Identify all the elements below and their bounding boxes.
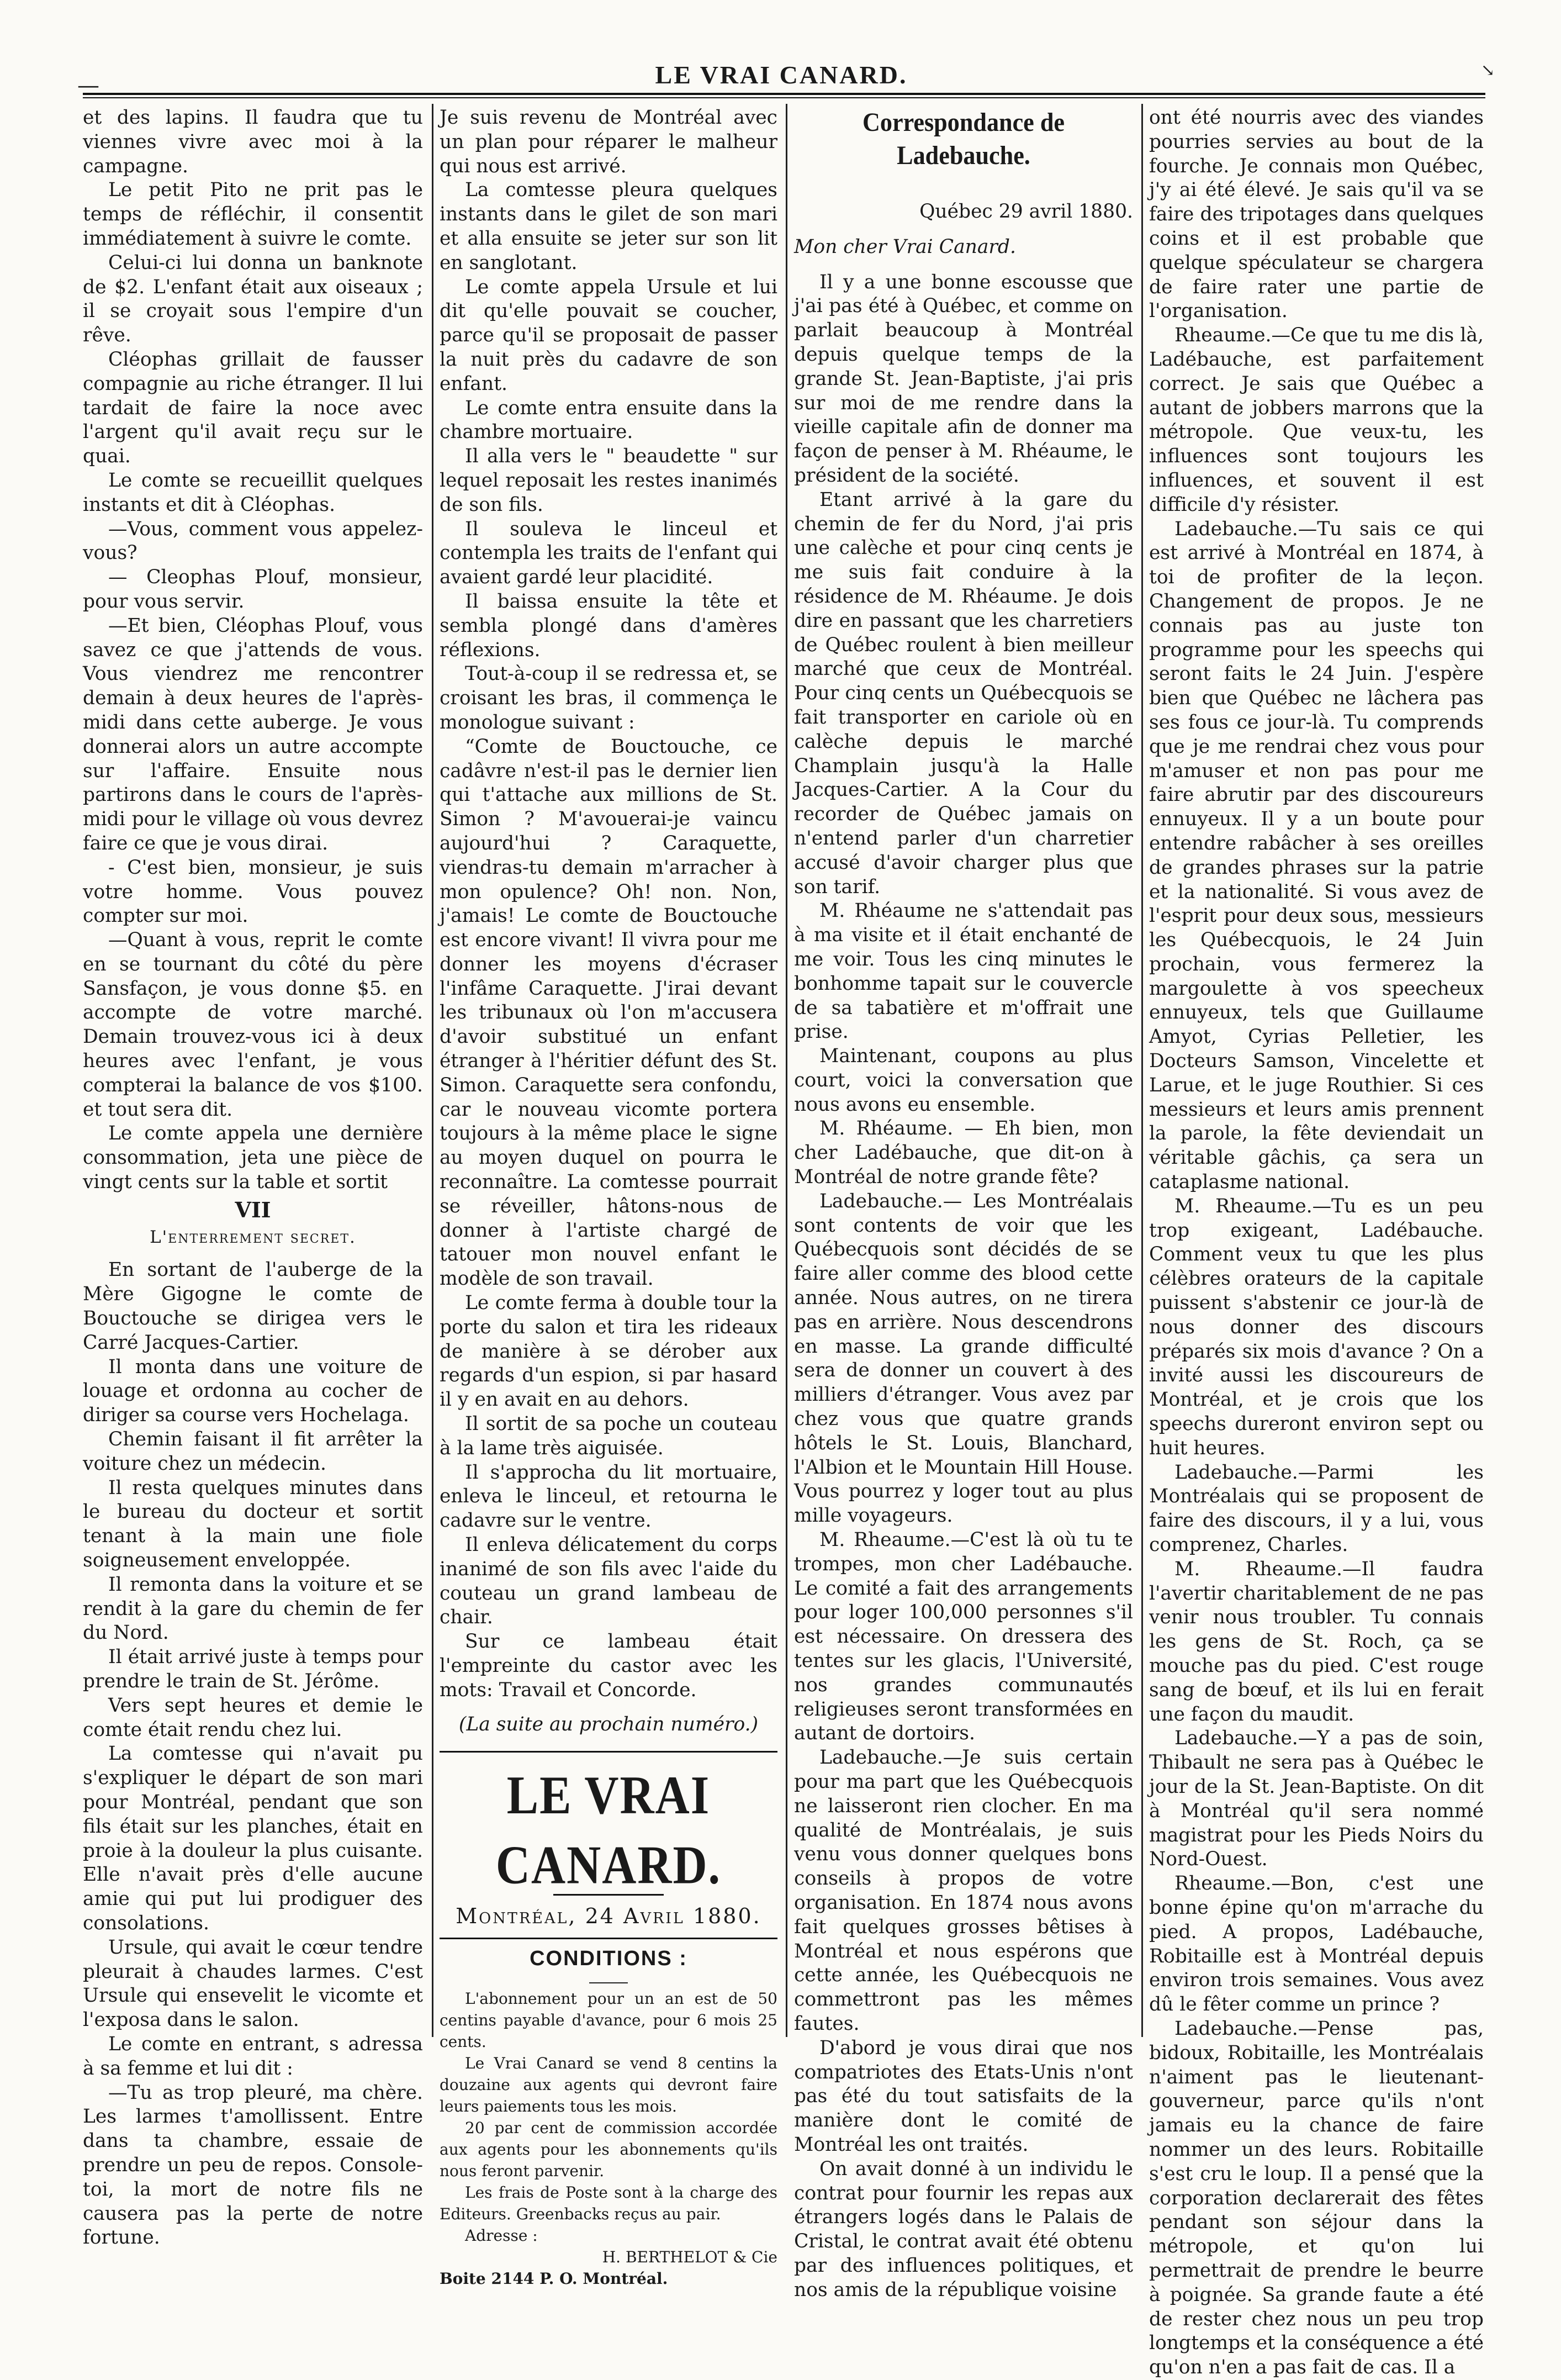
continued-note: (La suite au prochain numéro.) — [458, 1713, 759, 1735]
paragraph: Chemin faisant il fit arrêter la voiture chez un médecin. — [83, 1428, 423, 1475]
paragraph: Le comte ferma à double tour la porte du salon et tira les rideaux de manière à se dérober aux regards d'un espion, si par hasard il y en avait en au dehors. — [440, 1292, 777, 1411]
address-label: Adresse : — [465, 2226, 538, 2245]
column-rule-2 — [786, 104, 787, 2037]
paragraph: Tout-à-coup il se redressa et, se croisant les bras, il commença le monologue suivant : — [440, 663, 777, 733]
correspondence-title: Correspondance de Ladebauche. — [862, 108, 1065, 170]
paragraph: Il sortit de sa poche un couteau à la lame très aiguisée. — [440, 1413, 777, 1459]
condition-item: L'abonnement pour un an est de 50 centins payable d'avance, pour 6 mois 25 cents. — [440, 1989, 777, 2051]
paragraph: D'abord je vous dirai que nos compatriotes des Etats-Unis n'ont pas été du tout satisfaits de la manière dont le comité de Montréal les ont traités. — [794, 2036, 1133, 2156]
paragraph: M. Rheaume.—Tu es un peu trop exigeant, Ladébauche. Comment veux tu que les plus célèbres orateurs de la capitale puissent s'abstenir ce jour-là de nous donner des discours préparés six mois d'avance ? On a invité aussi les discoureurs de Montréal, et je crois que los speechs dureront environ sept ou huit heures. — [1149, 1195, 1484, 1459]
paragraph: Il remonta dans la voiture et se rendit à la gare du chemin de fer du Nord. — [83, 1573, 423, 1644]
paragraph: Il était arrivé juste à temps pour prendre le train de St. Jérôme. — [83, 1646, 423, 1692]
paragraph: - C'est bien, monsieur, je suis votre homme. Vous pouvez compter sur moi. — [83, 856, 423, 927]
paragraph: Vers sept heures et demie le comte était rendu chez lui. — [83, 1694, 423, 1741]
column-3 — [794, 106, 1133, 2301]
paragraph: Il alla vers le " beaudette " sur lequel reposait les restes inanimés de son fils. — [440, 445, 777, 516]
paragraph: M. Rhéaume. — Eh bien, mon cher Ladébauche, que dit-on à Montréal de notre grande fête? — [794, 1117, 1133, 1189]
paragraph: Celui-ci lui donna un banknote de $2. L'enfant était aux oiseaux ; il se croyait sous l'empire d'un rêve. — [83, 251, 423, 347]
column-2 — [440, 106, 777, 2288]
conditions-list — [440, 1988, 777, 2289]
paragraph: —Tu as trop pleuré, ma chère. Les larmes t'amollissent. Entre dans ta chambre, essaie de prendre un peu de repos. Console-toi, la mort de notre fils ne causera pas la perte de notre fortune. — [83, 2081, 423, 2249]
paragraph: Ladebauche.—Tu sais ce qui est arrivé à Montréal en 1874, à toi de profiter de la leçon. Changement de propos. Je ne connais pas au juste ton programme pour les speechs qui seront faits le 24 Juin. J'espère bien que Québec ne lâchera pas ses fous ce jour-là. Tu comprends que je me rendrai chez vous pour m'amuser et non pas pour me faire abrutir par des discoureurs ennuyeux. Il y a un boute pour entendre rabâcher à ses oreilles de grandes phrases sur la patrie et la nationalité. Si vous avez de l'esprit pour deux sous, messieurs les Québecquois, le 24 Juin prochain, vous fermerez la margoulette à vos speecheux ennuyeux, tels que Guillaume Amyot, Cyrias Pelletier, les Docteurs Samson, Vincelette et Larue, et le juge Routhier. Si ces messieurs et leurs amis prennent la parole, la fête deviendait un véritable gâchis, ça sera un cataplasme national. — [1149, 518, 1484, 1194]
newspaper-title: LE VRAI CANARD. — [655, 61, 908, 89]
paragraph: Il enleva délicatement du corps inanimé de son fils avec l'aide du couteau un grand lambeau de chair. — [440, 1534, 777, 1629]
page-header — [77, 53, 1485, 97]
paragraph: “Comte de Bouctouche, ce cadâvre n'est-il pas le dernier lien qui t'attache aux millions de St. Simon ? M'avouerai-je vaincu aujourd'hui ? Caraquette, viendras-tu demain m'arracher à mon opulence? Oh! non. Non, j'amais! Le comte de Bouctouche est encore vivant! Il vivra pour me donner les moyens d'écraser l'infâme Caraquette. J'irai devant les tribunaux où l'on m'accusera d'avoir substitué un enfant étranger à l'héritier défunt des St. Simon. Caraquette sera confondu, car le nouveau vicomte portera toujours à la même place le signe au moyen duquel on pourra le reconnaître. La comtesse pourrait se réveiller, hâtons-nous de donner à l'artiste chargé de tatouer mon nouvel enfant le modèle de son travail. — [440, 735, 777, 1290]
paragraph: Sur ce lambeau était l'empreinte du castor avec les mots: Travail et Concorde. — [440, 1630, 777, 1701]
paragraph: Rheaume.—Ce que tu me dis là, Ladébauche, est parfaitement correct. Je sais que Québec a autant de jobbers marrons que la métropole. Que veux-tu, les influences sont toujours les influences, et souvent il est difficile d'y résister. — [1149, 324, 1484, 516]
paragraph: Je suis revenu de Montréal avec un plan pour réparer le malheur qui nous est arrivé. — [440, 107, 777, 177]
paragraph: — Cleophas Plouf, monsieur, pour vous servir. — [83, 566, 423, 613]
paragraph: Le comte appela Ursule et lui dit qu'elle pouvait se coucher, parce qu'il se proposait de passer la nuit près du cadavre de son enfant. — [440, 276, 777, 395]
paragraph: Ladebauche.— Les Montréalais sont contents de voir que les Québecquois sont décidés de se faire aller comme des blood cette année. Nous autres, on ne tirera pas en arrière. Nous descendrons en masse. La grande difficulté sera de donner un couvert à des milliers d'étranger. Vous avez par chez vous que quatre grands hôtels le St. Louis, Blanchard, l'Albion et le Mountain Hill House. Vous pourrez y loger tout au plus mille voyageurs. — [794, 1190, 1133, 1527]
paragraph: Rheaume.—Bon, c'est une bonne épine qu'on m'arrache du pied. A propos, Ladébauche, Robitaille est à Montréal depuis environ trois semaines. Vous avez dû le fêter comme un prince ? — [1149, 1872, 1484, 2016]
chapter-number: VII — [235, 1197, 271, 1222]
paragraph: et des lapins. Il faudra que tu viennes vivre avec moi à la campagne. — [83, 107, 423, 177]
publisher-name: H. BERTHELOT & Cie — [602, 2247, 777, 2266]
paragraph: —Vous, comment vous appelez-vous? — [83, 518, 423, 564]
condition-item: Le Vrai Canard se vend 8 centins la douzaine aux agents qui devront faire leurs paiements tous les mois. — [440, 2054, 777, 2115]
masthead-dateline: Montréal, 24 Avril 1880. — [456, 1904, 761, 1929]
column-1 — [83, 106, 423, 2249]
paragraph: M. Rhéaume ne s'attendait pas à ma visite et il était enchanté de me voir. Tous les cinq minutes le bonhomme tapait sur le couvercle de sa tabatière et m'offrait une prise. — [794, 900, 1133, 1043]
column-4 — [1149, 106, 1484, 2379]
paragraph: Le comte entra ensuite dans la chambre mortuaire. — [440, 397, 777, 444]
paragraph: Il y a une bonne escousse que j'ai pas été à Québec, et comme on parlait beaucoup à Montréal depuis quelque temps de la grande St. Jean-Baptiste, j'ai pris sur moi de me rendre dans la vieille capitale afin de donner ma façon de penser à M. Rhéaume, le président de la société. — [794, 271, 1133, 487]
paragraph: —Et bien, Cléophas Plouf, vous savez ce que j'attends de vous. Vous viendrez me rencontrer demain à deux heures de l'après-midi dans cette auberge. Je vous donnerai alors un autre accompte sur l'affaire. Ensuite nous partirons dans le cours de l'après-midi pour le village où vous devrez faire ce que je vous dirai. — [83, 614, 423, 854]
paragraph: Ladebauche.—Parmi les Montréalais qui se proposent de faire des discours, il y a lui, vous comprenez, Charles. — [1149, 1461, 1484, 1556]
header-rule-thin — [83, 97, 1485, 98]
paragraph: La comtesse qui n'avait pu s'expliquer le départ de son mari pour Montréal, pendant que son fils était sur les planches, était en proie à la douleur la plus cuisante. Elle n'avait près d'elle aucune amie qui put lui prodiguer des consolations. — [83, 1743, 423, 1934]
column-rule-3 — [1141, 104, 1143, 2037]
separator — [589, 1982, 628, 1983]
column-rule-1 — [432, 104, 433, 2037]
paragraph: Il baissa ensuite la tête et sembla plongé dans d'amères réflexions. — [440, 590, 777, 661]
paragraph: Ladebauche.—Je suis certain pour ma part que les Québecquois ne laisseront rien clocher. En ma qualité de Montréalais, je suis venu vous donner quelques bons conseils à propos de votre organisation. En 1874 nous avons fait quelques grosses bêtises à Montréal et nous espérons que cette année, les Québecquois ne commettront pas les mêmes fautes. — [794, 1746, 1133, 2035]
paragraph: Il monta dans une voiture de louage et ordonna au cocher de diriger sa course vers Hochelaga. — [83, 1355, 423, 1427]
paragraph: Le comte se recueillit quelques instants et dit à Cléophas. — [83, 469, 423, 516]
paragraph: Il souleva le linceul et contempla les traits de l'enfant qui avaient gardé leur placidité. — [440, 518, 777, 589]
paragraph: Il s'approcha du lit mortuaire, enleva le linceul, et retourna le cadavre sur le ventre. — [440, 1461, 777, 1532]
paragraph: Ursule, qui avait le cœur tendre pleurait à chaudes larmes. C'est Ursule qui ensevelit le vicomte et l'exposa dans le salon. — [83, 1936, 423, 2031]
paragraph: Ladebauche.—Y a pas de soin, Thibault ne sera pas à Québec le jour de la St. Jean-Baptiste. On dit à Montréal qu'il sera nommé magistrat pour les Pieds Noirs du Nord-Ouest. — [1149, 1727, 1484, 1871]
paragraph: En sortant de l'auberge de la Mère Gigogne le comte de Bouctouche se dirigea vers le Carré Jacques-Cartier. — [83, 1259, 423, 1354]
section-rule — [440, 1938, 777, 1939]
paragraph: Le comte appela une dernière consommation, jeta une pièce de vingt cents sur la table et sortit — [83, 1122, 423, 1194]
section-rule — [440, 1751, 777, 1753]
paragraph: —Quant à vous, reprit le comte en se tournant du côté du père Sansfaçon, je vous donne $5. en accompte de votre marché. Demain trouvez-vous ici à deux heures avec l'enfant, je vous compterai la balance de vos $100. et tout sera dit. — [83, 929, 423, 1121]
header-dash: — — [77, 73, 99, 98]
paragraph: Cléophas grillait de fausser compagnie au riche étranger. Il lui tardait de faire la noce avec l'argent qu'il avait reçu sur le quai. — [83, 348, 423, 468]
paragraph: Le petit Pito ne prit pas le temps de réfléchir, il consentit immédiatement à suivre le comte. — [83, 179, 423, 250]
paragraph: Ladebauche.—Pense pas, bidoux, Robitaille, les Montréalais n'aiment pas le lieutenant-gouverneur, parce qu'ils n'ont jamais eu la chance de faire nommer un des leurs. Robitaille s'est cru le loup. Il a pensé que la corporation declarerait des fêtes pendant son séjour dans la métropole, et qu'on lui permettrait de prendre le beurre à poignée. Sa grande faute a été de rester chez nous un peu trop longtemps et la conséquence a été qu'on n'en a pas fait de cas. Il a — [1149, 2017, 1484, 2379]
condition-item: Les frais de Poste sont à la charge des Editeurs. Greenbacks reçus au pair. — [440, 2183, 777, 2223]
paragraph: La comtesse pleura quelques instants dans le gilet de son mari et alla ensuite se jeter sur son lit en sanglotant. — [440, 179, 777, 274]
paragraph: ont été nourris avec des viandes pourries servies au bout de la fourche. Je connais mon Québec, j'y ai été élevé. Je sais qu'il va se faire des tripotages dans quelques coins et il est probable que quelque spéculateur se chargera de faire rater une partie de l'organisation. — [1149, 107, 1484, 323]
masthead-title: LE VRAI CANARD. — [495, 1764, 722, 1896]
letter-date: Québec 29 avril 1880. — [919, 200, 1133, 223]
paragraph: Le comte en entrant, s adressa à sa femme et lui dit : — [83, 2033, 423, 2080]
paragraph: Maintenant, coupons au plus court, voici la conversation que nous avons eu ensemble. — [794, 1045, 1133, 1116]
corner-mark-icon: ↘ — [1480, 61, 1495, 80]
paragraph: Etant arrivé à la gare du chemin de fer du Nord, j'ai pris une calèche et pour cinq cents je me suis fait conduire à la résidence de M. Rhéaume. Je dois dire en passant que les charretiers de Québec roulent à bien meilleur marché que ceux de Montréal. Pour cinq cents un Québecquois se fait transporter en cariole où en calèche depuis le marché Champlain jusqu'à la Halle Jacques-Cartier. A la Cour du recorder de Québec jamais on n'entend parler d'un charretier accusé d'avoir charger plus que son tarif. — [794, 488, 1133, 898]
header-rule — [83, 93, 1485, 95]
condition-item: 20 par cent de commission accordée aux agents pour les abonnements qu'ils nous feront parvenir. — [440, 2118, 777, 2180]
paragraph: M. Rheaume.—Il faudra l'avertir charitablement de ne pas venir nous troubler. Tu connais les gens de St. Roch, ça se mouche pas du pied. C'est rouge sang de bœuf, et ils lui en ferait une façon du maudit. — [1149, 1558, 1484, 1725]
postal-box: Boite 2144 P. O. Montréal. — [440, 2269, 668, 2288]
chapter-title: L'enterrement secret. — [150, 1227, 356, 1247]
paragraph: On avait donné à un individu le contrat pour fournir les repas aux étrangers logés dans le Palais de Cristal, le contrat avait été obtenu par des influences politiques, et nos amis de la république voisine — [794, 2157, 1133, 2301]
paragraph: M. Rheaume.—C'est là où tu te trompes, mon cher Ladébauche. Le comité a fait des arrangements pour loger 100,000 personnes s'il est nécessaire. On dressera des tentes sur les glacis, l'Université, nos grandes communautés religieuses seront transformées en autant de dortoirs. — [794, 1529, 1133, 1745]
conditions-title: CONDITIONS : — [530, 1947, 687, 1971]
paragraph: Il resta quelques minutes dans le bureau du docteur et sortit tenant à la main une fiole soigneusement enveloppée. — [83, 1476, 423, 1572]
letter-salutation: Mon cher Vrai Canard. — [794, 235, 1016, 258]
